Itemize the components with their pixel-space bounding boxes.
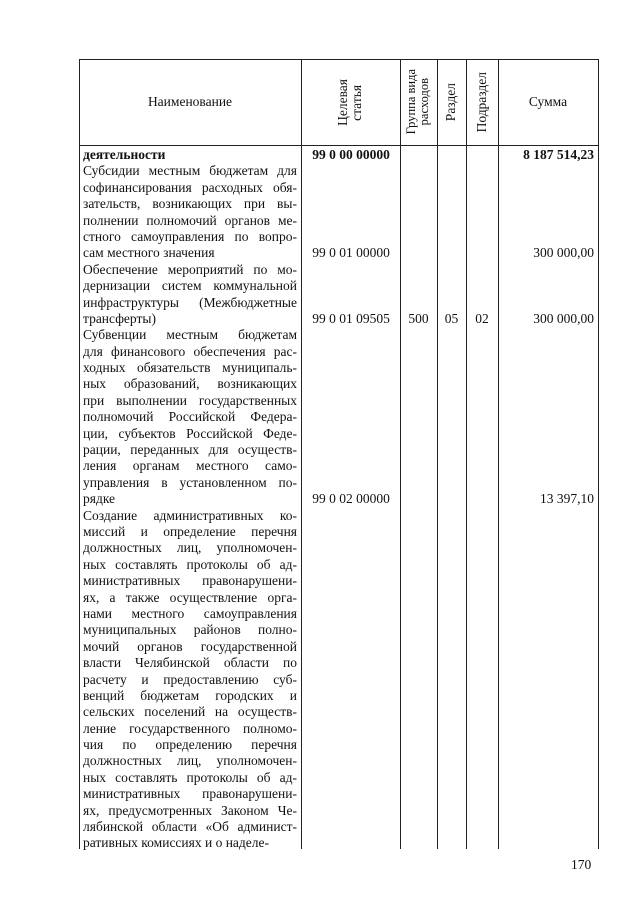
row-name-line: Создание административных ко-	[83, 507, 297, 523]
col-border	[301, 59, 302, 849]
row-name-line: муниципальных районов полно-	[83, 622, 297, 638]
row-name-line: нами местного самоуправления	[83, 605, 297, 621]
row-name-line: лябинской области «Об админист-	[83, 819, 297, 835]
row-name-line: зательств, возникающих при вы-	[83, 196, 297, 212]
header-amount: Сумма	[528, 94, 568, 109]
row-name-line: ных составлять протоколы об ад-	[83, 769, 297, 785]
row-name-line: чия по определению перечня	[83, 737, 297, 753]
row-code: 99 0 01 09505	[312, 311, 390, 326]
row-name-line: министративных правонарушени-	[83, 573, 297, 589]
row-name-line: для финансового обеспечения рас-	[83, 343, 297, 359]
row-name-line: ления органам местного само-	[83, 458, 297, 474]
header-section: Раздел	[443, 82, 459, 122]
row-name-line: рации, переданных для осуществ-	[83, 442, 297, 458]
row-name-line: ративных комиссиях и о наделе-	[83, 835, 270, 851]
header-subsection: Подраздел	[473, 71, 489, 133]
row-expense-group: 500	[408, 311, 429, 326]
row-name-line: венций бюджетам городских и	[83, 687, 297, 703]
row-amount: 13 397,10	[540, 491, 594, 507]
row-name-line: стного самоуправления по вопро-	[83, 228, 297, 244]
row-name-line: управления в установленном по-	[83, 474, 297, 490]
row-name-line: инфраструктуры (Межбюджетные	[83, 294, 297, 310]
row-name-line: мочий органов государственной	[83, 638, 297, 654]
header-target-article: Целевая статья	[335, 78, 365, 126]
row-amount: 300 000,00	[533, 245, 594, 261]
row-name-line: Субсидии местным бюджетам для	[83, 163, 297, 179]
col-border	[437, 59, 438, 849]
row-name-line: полномочий Российской Федера-	[83, 409, 297, 425]
row-code: 99 0 02 00000	[312, 491, 390, 507]
page-number: 170	[571, 857, 592, 872]
col-border	[400, 59, 401, 849]
row-name-line: ях, предусмотренных Законом Че-	[83, 802, 297, 818]
row-name-line: должностных лиц, уполномочен-	[83, 753, 297, 769]
row-section: 05	[444, 311, 459, 326]
row-name-line: расчету и предоставлению суб-	[83, 671, 297, 687]
row-name-line: сельских поселений на осуществ-	[83, 704, 297, 720]
header-name: Наименование	[147, 94, 233, 109]
col-border	[498, 59, 499, 849]
row-name-line: софинансирования расходных обя-	[83, 179, 297, 195]
row-name-line: ях, а также осуществление орга-	[83, 589, 297, 605]
row-name-line: полнении полномочий органов ме-	[83, 212, 297, 228]
col-border	[466, 59, 467, 849]
row-amount: 300 000,00	[533, 311, 594, 326]
row-code: 99 0 00 00000	[312, 147, 390, 162]
row-name-line: миссий и определение перечня	[83, 523, 297, 539]
header-expense-group: Группа вида расходов	[404, 69, 432, 135]
row-name-line: дернизации систем коммунальной	[83, 278, 297, 294]
row-name-line: деятельности	[83, 147, 166, 162]
col-border	[598, 59, 599, 849]
row-name-line: Субвенции местным бюджетам	[83, 327, 297, 343]
row-amount: 8 187 514,23	[523, 147, 594, 162]
row-name-line: Обеспечение мероприятий по мо-	[83, 261, 297, 277]
row-name-line: ных составлять протоколы об ад-	[83, 556, 297, 572]
row-name-line: должностных лиц, уполномочен-	[83, 540, 297, 556]
row-name-line: ции, субъектов Российской Феде-	[83, 425, 297, 441]
row-name-line: ление государственного полномо-	[83, 720, 297, 736]
name-column	[83, 147, 297, 852]
row-name-line: трансферты)	[83, 310, 156, 326]
row-name-line: рядке	[83, 491, 116, 507]
budget-table	[79, 59, 599, 849]
row-name-line: сам местного значения	[83, 245, 215, 261]
header-bottom-border	[79, 145, 599, 146]
row-name-line: при выполнении государственных	[83, 392, 297, 408]
row-name-line: власти Челябинской области по	[83, 655, 297, 671]
row-code: 99 0 01 00000	[312, 245, 390, 261]
row-subsection: 02	[475, 311, 489, 326]
col-border	[79, 59, 80, 849]
row-name-line: ходных обязательств муниципаль-	[83, 360, 297, 376]
row-name-line: ных образований, возникающих	[83, 376, 297, 392]
row-name-line: министративных правонарушени-	[83, 786, 297, 802]
